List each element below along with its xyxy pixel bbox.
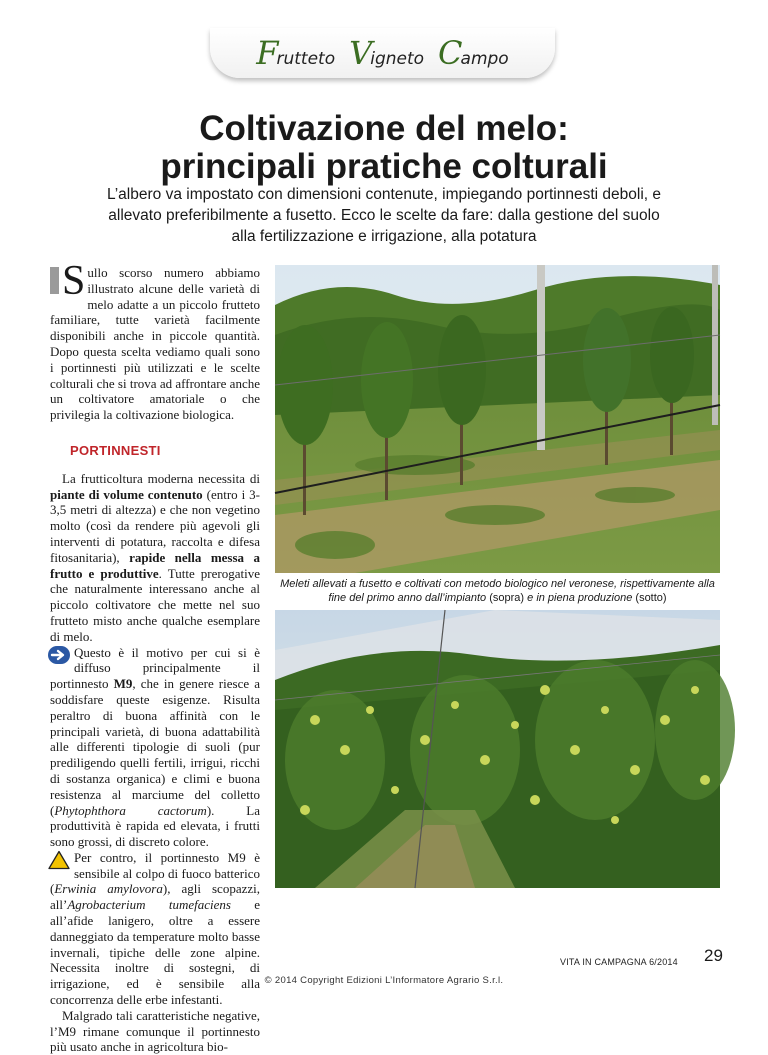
photo-caption: Meleti allevati a fusetto e coltivati con metodo biologico nel veronese, rispettivamente alla fine del primo anno dall’impianto (sopra) e in piena produzione (sotto) [280, 578, 715, 604]
orchard-photo-young [275, 265, 720, 573]
orchard-photo-mature [275, 610, 720, 888]
text-column [50, 258, 261, 1055]
body-paragraph-1: La frutticoltura moderna necessita di piante di volume contenuto (entro i 3-3,5 metri di altezza) e che non vegetino molto (così da rendere più agevoli gli interventi di potatura, raccolta e difesa fitosanitaria), rapide nella messa a frutto e produttive. Tutte prerogative che naturalmente interessano anche al piccolo coltivatore che mette nel suo frutteto misto anche qualche esemplare di melo. [50, 470, 261, 644]
dropcap: S [62, 258, 86, 304]
magazine-issue: VITA IN CAMPAGNA 6/2014 [560, 957, 678, 967]
copyright-notice: © 2014 Copyright Edizioni L’Informatore Agrario S.r.l. [264, 975, 504, 986]
section-vigneto: V igneto [349, 34, 425, 72]
section-frutteto: F rutteto [256, 34, 336, 72]
section-banner [210, 28, 555, 78]
dropcap-marker [50, 267, 59, 294]
body-paragraph-4: Malgrado tali caratteristiche negative, l’M9 rimane comunque il portinnesto più usato anche in agricoltura bio- [50, 1007, 260, 1055]
section-heading: PORTINNESTI [70, 442, 161, 458]
arrow-right-icon [48, 646, 70, 664]
warning-icon [48, 850, 70, 870]
section-campo: C ampo [438, 34, 509, 72]
article-subtitle: L’albero va impostato con dimensioni contenute, impiegando portinnesti deboli, e allevato preferibilmente a fusetto. Ecco le scelte da fare: dalla gestione del suolo alla fertilizzazione e irrigazione, alla potatura [106, 186, 662, 245]
body-paragraph-2: Questo è il motivo per cui si è diffuso principalmente il portinnesto M9, che in genere riesce a soddisfare queste esigenze. Risulta peraltro di buona affinità con le principali varietà, di buona adattabilità alle differenti tipologie di suoli (pur prediligendo quelli fertili, irrigui, ricchi di sostanza organica) e climi e buona resistenza al marciume del colletto (Phytophthora cactorum). La produttività è rapida ed elevata, i frutti sono grossi, di discreto colore. [50, 644, 261, 850]
page-number: 29 [704, 946, 723, 965]
body-paragraph-3: Per contro, il portinnesto M9 è sensibile al colpo di fuoco batterico (Erwinia amylovora), agli scopazzi, all’Agrobacterium tumefaciens e all’afide lanigero, oltre a essere danneggiato da temperature molto basse invernali, tipiche delle zone alpine. Necessita inoltre di sostegni, di irrigazione, ed è sensibile alla concorrenza delle erbe infestanti. [50, 849, 261, 1008]
article-title: Coltivazione del melo: principali pratiche colturali [160, 109, 608, 186]
intro-paragraph: S ullo scorso numero abbiamo illustrato alcune delle varietà di melo adatte a un piccolo frutteto familiare, tutte varietà facilmente disponibili anche in piccole quantità. Dopo questa scelta vediamo quali sono i portinnesti più utilizzati e le scelte colturali che si trova ad affrontare anche un coltivatore amatoriale o che privilegia la coltivazione biologica. [50, 258, 260, 423]
